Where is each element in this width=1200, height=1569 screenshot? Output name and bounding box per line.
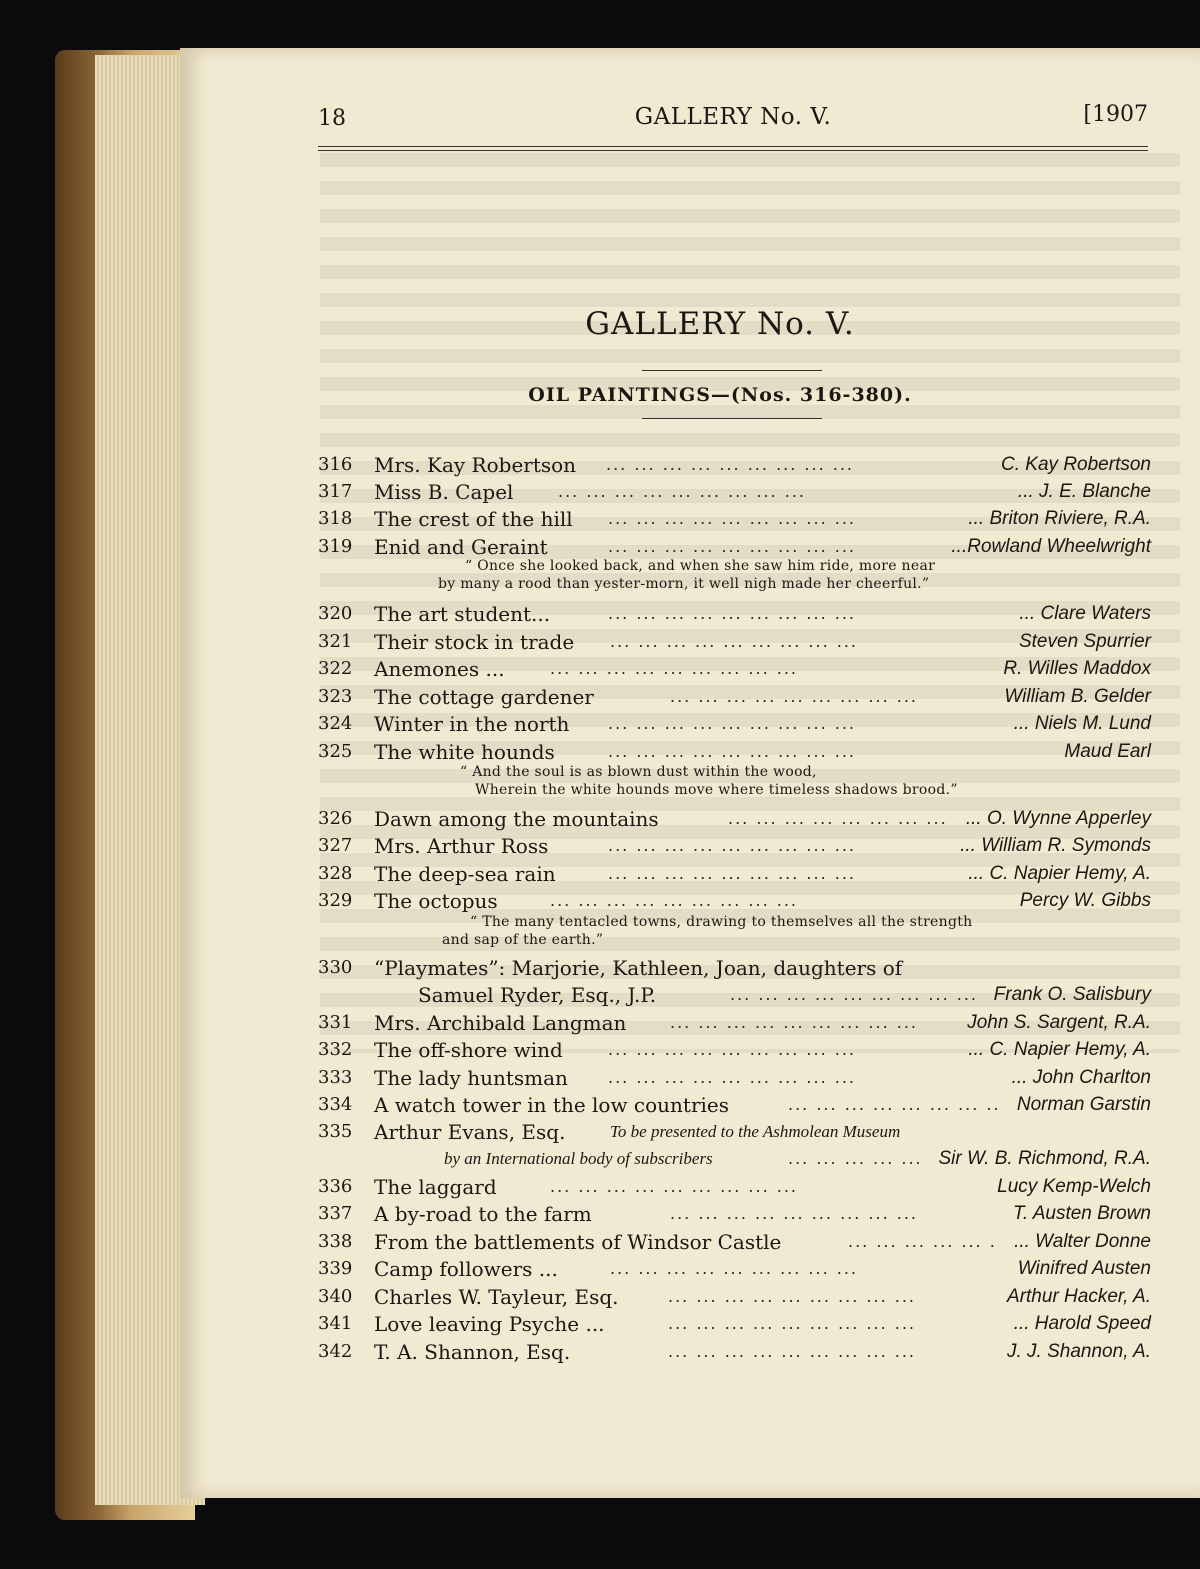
running-header <box>318 102 1148 146</box>
entry-artist: J. J. Shannon, A. <box>1007 1341 1151 1362</box>
entry-artist: ... Harold Speed <box>1013 1313 1151 1334</box>
entry-number: 321 <box>318 631 353 652</box>
leader-dots: ... ... ... ... ... . <box>848 1232 997 1251</box>
entry-316 <box>318 451 1151 479</box>
entry-title: Mrs. Kay Robertson <box>374 453 577 477</box>
entry-title: Mrs. Arthur Ross <box>374 834 549 858</box>
entry-artist: Sir W. B. Richmond, R.A. <box>938 1148 1151 1169</box>
entry-title: Camp followers ... <box>374 1257 558 1281</box>
entry-artist: ... Briton Riviere, R.A. <box>968 508 1151 529</box>
entry-artist: ... J. E. Blanche <box>1017 481 1151 502</box>
entry-title: Winter in the north <box>374 712 570 736</box>
leader-dots: ... ... ... ... ... ... ... ... <box>728 809 948 828</box>
title-rule <box>642 370 822 371</box>
entry-artist: R. Willes Maddox <box>1003 658 1151 679</box>
entry-artist: ... Niels M. Lund <box>1013 713 1151 734</box>
entry-artist: John S. Sargent, R.A. <box>967 1012 1151 1033</box>
entry-artist: Arthur Hacker, A. <box>1007 1286 1151 1307</box>
leader-dots: ... ... ... ... ... ... ... ... ... <box>608 714 857 733</box>
leader-dots: ... ... ... ... ... ... ... ... ... <box>610 1259 859 1278</box>
entry-artist: T. Austen Brown <box>1012 1203 1151 1224</box>
entry-number: 328 <box>318 863 353 884</box>
entry-title: Charles W. Tayleur, Esq. <box>374 1285 619 1309</box>
entry-title: The lady huntsman <box>374 1066 568 1090</box>
leader-dots: ... ... ... ... ... ... ... ... ... <box>608 604 857 623</box>
entry-number: 322 <box>318 658 353 679</box>
quote-line: and sap of the earth.” <box>442 932 604 948</box>
gallery-title: GALLERY No. V. <box>585 306 855 342</box>
quote-line: Wherein the white hounds move where timeless shadows brood.” <box>475 782 958 798</box>
leader-dots: ... ... ... ... ... ... ... ... ... <box>668 1287 917 1306</box>
leader-dots: ... ... ... ... ... ... ... ... ... <box>668 1342 917 1361</box>
leader-dots: ... ... ... ... ... ... ... ... ... <box>608 1040 857 1059</box>
entry-number: 319 <box>318 536 353 557</box>
page-number: 18 <box>318 106 346 131</box>
entry-artist: ... O. Wynne Apperley <box>965 808 1151 829</box>
leader-dots: ... ... ... ... ... ... ... ... ... <box>608 509 857 528</box>
header-rule <box>318 146 1148 151</box>
entry-322 <box>318 655 1151 683</box>
catalogue-page <box>180 48 1200 1498</box>
entry-342 <box>318 1338 1151 1366</box>
entry-title: The crest of the hill <box>374 507 573 531</box>
entry-artist: Norman Garstin <box>1016 1094 1151 1115</box>
entry-artist: Steven Spurrier <box>1018 631 1151 652</box>
entry-329 <box>318 887 1151 915</box>
entry-number: 332 <box>318 1039 353 1060</box>
entry-340 <box>318 1283 1151 1311</box>
entry-title: The laggard <box>374 1175 497 1199</box>
entry-number: 320 <box>318 603 353 624</box>
leader-dots: ... ... ... ... ... ... ... ... ... <box>730 985 979 1004</box>
entry-335-continued <box>318 1145 1151 1173</box>
leader-dots: ... ... ... ... ... ... ... ... ... <box>606 455 855 474</box>
entry-number: 316 <box>318 454 353 475</box>
section-rule <box>642 418 822 419</box>
quote-line: “ Once she looked back, and when she saw him ride, more near <box>465 558 936 574</box>
entry-number: 340 <box>318 1286 353 1307</box>
entry-title-line2: Samuel Ryder, Esq., J.P. <box>418 983 657 1007</box>
entry-title: The white hounds <box>374 740 555 764</box>
entry-artist: ... William R. Symonds <box>960 835 1151 856</box>
entry-title: The cottage gardener <box>374 685 594 709</box>
entry-317 <box>318 478 1151 506</box>
entry-note: To be presented to the Ashmolean Museum <box>610 1122 901 1141</box>
entry-artist: ... C. Napier Hemy, A. <box>968 863 1151 884</box>
leader-dots: ... ... ... ... ... ... ... ... ... <box>608 742 857 761</box>
entry-title: The deep-sea rain <box>374 862 556 886</box>
entry-title: Enid and Geraint <box>374 535 548 559</box>
entry-artist: William B. Gelder <box>1004 686 1151 707</box>
entry-title: Dawn among the mountains <box>374 807 659 831</box>
entry-323 <box>318 683 1151 711</box>
entry-artist: ... Clare Waters <box>1019 603 1151 624</box>
entry-number: 338 <box>318 1231 353 1252</box>
entry-328 <box>318 860 1151 888</box>
entry-title: The art student... <box>374 602 551 626</box>
entry-335 <box>318 1118 1151 1146</box>
entry-artist: Lucy Kemp-Welch <box>997 1176 1151 1197</box>
entry-number: 331 <box>318 1012 353 1033</box>
entry-artist: Winifred Austen <box>1017 1258 1151 1279</box>
entry-331 <box>318 1009 1151 1037</box>
entry-title: “Playmates”: Marjorie, Kathleen, Joan, daughters of <box>374 956 903 980</box>
entry-artist: C. Kay Robertson <box>1001 454 1151 475</box>
leader-dots: ... ... ... ... ... ... ... ... ... <box>668 1314 917 1333</box>
entry-334 <box>318 1091 1151 1119</box>
leader-dots: ... ... ... ... ... ... ... ... ... <box>550 1177 799 1196</box>
entry-title: T. A. Shannon, Esq. <box>374 1340 571 1364</box>
year-marker: [1907 <box>1083 102 1148 127</box>
entry-338 <box>318 1228 1151 1256</box>
entry-320 <box>318 600 1151 628</box>
entry-title: The octopus <box>374 889 498 913</box>
entry-321 <box>318 628 1151 656</box>
entry-341 <box>318 1310 1151 1338</box>
entry-number: 339 <box>318 1258 353 1279</box>
entry-number: 324 <box>318 713 353 734</box>
entry-number: 318 <box>318 508 353 529</box>
entry-number: 335 <box>318 1121 353 1142</box>
entry-title: Mrs. Archibald Langman <box>374 1011 627 1035</box>
entry-artist: Frank O. Salisbury <box>993 984 1151 1005</box>
section-title: OIL PAINTINGS—(Nos. 316-380). <box>528 384 912 406</box>
leader-dots: ... ... ... ... ... ... ... ... ... <box>558 482 807 501</box>
leader-dots: ... ... ... ... ... ... ... ... ... <box>608 537 857 556</box>
entry-title: Their stock in trade <box>374 630 575 654</box>
leader-dots: ... ... ... ... ... ... ... ... ... <box>670 1204 919 1223</box>
entry-artist: ... John Charlton <box>1011 1067 1151 1088</box>
entry-number: 325 <box>318 741 353 762</box>
entry-number: 330 <box>318 957 353 978</box>
entry-title: Anemones ... <box>374 657 505 681</box>
entry-number: 336 <box>318 1176 353 1197</box>
entry-title: Love leaving Psyche ... <box>374 1312 605 1336</box>
quote-line: “ And the soul is as blown dust within the wood, <box>460 764 817 780</box>
entry-330 <box>318 954 1151 982</box>
entry-artist: ... Walter Donne <box>1014 1231 1151 1252</box>
entry-title: Arthur Evans, Esq. <box>374 1120 566 1144</box>
entry-319 <box>318 533 1151 561</box>
entry-number: 333 <box>318 1067 353 1088</box>
entry-326 <box>318 805 1151 833</box>
entry-336 <box>318 1173 1151 1201</box>
entry-325 <box>318 738 1151 766</box>
leader-dots: ... ... ... ... ... ... ... ... ... <box>550 659 799 678</box>
leader-dots: ... ... ... ... ... <box>788 1149 923 1168</box>
entry-332 <box>318 1036 1151 1064</box>
entry-number: 326 <box>318 808 353 829</box>
leader-dots: ... ... ... ... ... ... ... ... ... <box>670 1013 919 1032</box>
entry-number: 341 <box>318 1313 353 1334</box>
entry-title: A by-road to the farm <box>374 1202 592 1226</box>
entry-note-line2: by an International body of subscribers <box>444 1149 713 1168</box>
entry-327 <box>318 832 1151 860</box>
entry-number: 329 <box>318 890 353 911</box>
entry-318 <box>318 505 1151 533</box>
entry-artist: ...Rowland Wheelwright <box>951 536 1151 557</box>
entry-number: 334 <box>318 1094 353 1115</box>
entry-339 <box>318 1255 1151 1283</box>
leader-dots: ... ... ... ... ... ... ... ... ... <box>608 1068 857 1087</box>
entry-333 <box>318 1064 1151 1092</box>
leader-dots: ... ... ... ... ... ... ... ... ... <box>608 864 857 883</box>
entry-title: Miss B. Capel <box>374 480 514 504</box>
entry-title: The off-shore wind <box>374 1038 563 1062</box>
entry-artist: Maud Earl <box>1064 741 1151 762</box>
quote-line: “ The many tentacled towns, drawing to themselves all the strength <box>470 914 973 930</box>
entry-324 <box>318 710 1151 738</box>
leader-dots: ... ... ... ... ... ... ... .. <box>788 1095 1001 1114</box>
entry-title: From the battlements of Windsor Castle <box>374 1230 782 1254</box>
running-title: GALLERY No. V. <box>634 104 832 130</box>
leader-dots: ... ... ... ... ... ... ... ... ... <box>550 891 799 910</box>
entry-number: 342 <box>318 1341 353 1362</box>
entry-number: 317 <box>318 481 353 502</box>
entry-337 <box>318 1200 1151 1228</box>
entry-number: 323 <box>318 686 353 707</box>
entry-title: A watch tower in the low countries <box>374 1093 730 1117</box>
entry-artist: ... C. Napier Hemy, A. <box>968 1039 1151 1060</box>
entry-330-continued <box>318 981 1151 1009</box>
entry-number: 327 <box>318 835 353 856</box>
leader-dots: ... ... ... ... ... ... ... ... ... <box>670 687 919 706</box>
leader-dots: ... ... ... ... ... ... ... ... ... <box>610 632 859 651</box>
entry-artist: Percy W. Gibbs <box>1019 890 1151 911</box>
quote-line: by many a rood than yester-morn, it well nigh made her cheerful.” <box>438 576 930 592</box>
leader-dots: ... ... ... ... ... ... ... ... ... <box>608 836 857 855</box>
entry-number: 337 <box>318 1203 353 1224</box>
